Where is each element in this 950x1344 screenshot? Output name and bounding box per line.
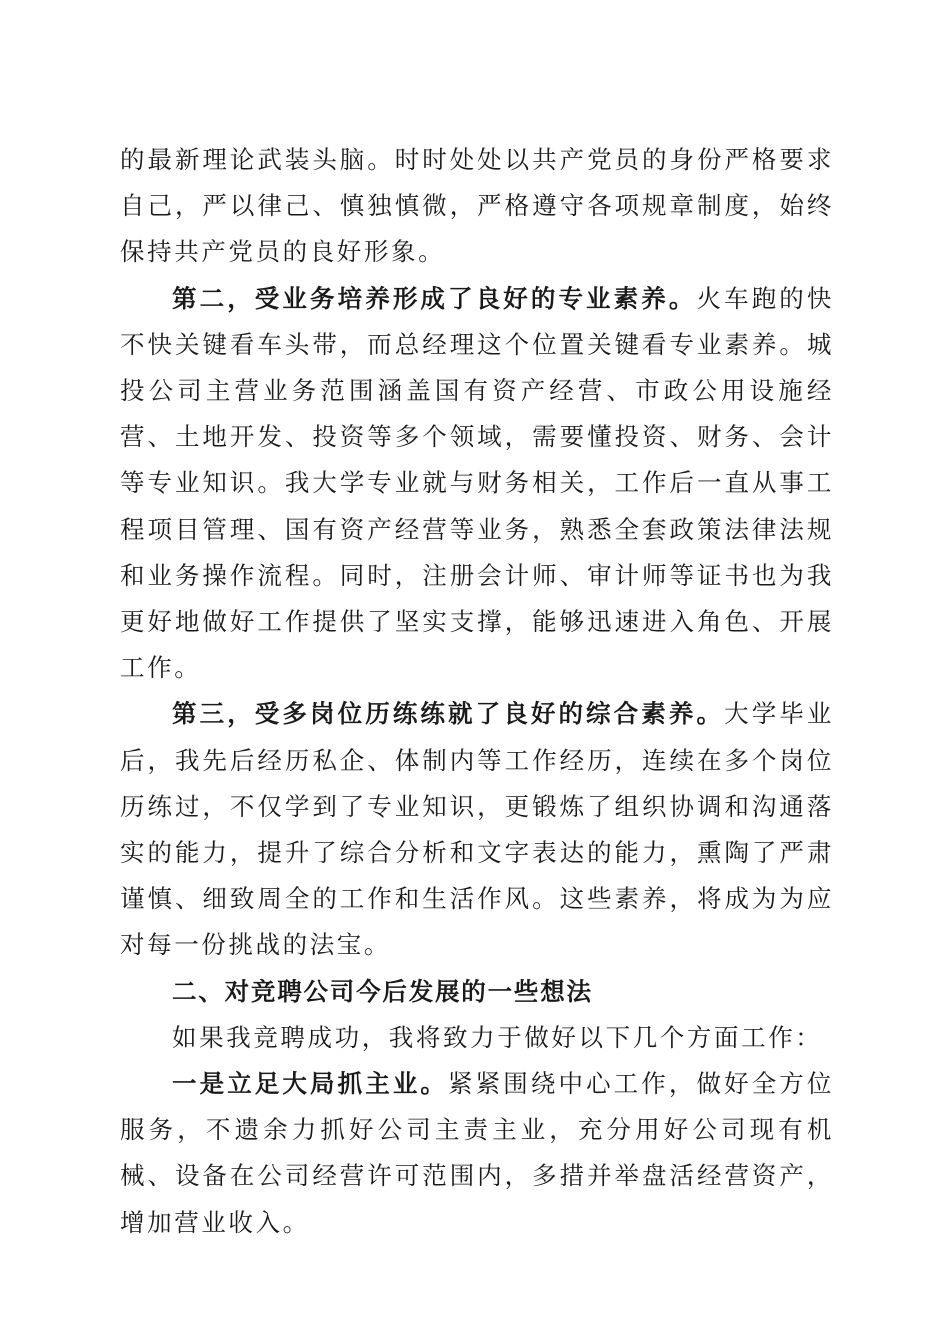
paragraph-text: 火车跑的快不快关键看车头带，而总经理这个位置关键看专业素养。城投公司主营业务范围涵盖国有资产经营、市政公用设施经营、土地开发、投资等多个领域，需要懂投资、财务、会计等专业知识。我大学专业就与财务相关，工作后一直从事工程项目管理、国有资产经营等业务，熟悉全套政策法律法规和业务操作流程。同时，注册会计师、审计师等证书也为我更好地做好工作提供了坚实支撑，能够迅速进入角色、开展工作。	[120, 283, 835, 683]
paragraph-item-1	[120, 1061, 834, 1246]
intro-paragraph: 如果我竞聘成功，我将致力于做好以下几个方面工作：	[172, 1022, 823, 1052]
paragraph-comprehensive	[120, 691, 834, 968]
document-page	[120, 137, 834, 1246]
paragraph-text: 紧紧围绕中心工作，做好全方位服务，不遗余力抓好公司主责主业，充分用好公司现有机械、设备在公司经营许可范围内，多措并举盘活经营资产，增加营业收入。	[120, 1069, 834, 1237]
paragraph-text: 大学毕业后，我先后经历私企、体制内等工作经历，连续在多个岗位历练过，不仅学到了专业知识，更锻炼了组织协调和沟通落实的能力，提升了综合分析和文字表达的能力，熏陶了严肃谨慎、细致周全的工作和生活作风。这些素养，将成为为应对每一份挑战的法宝。	[120, 699, 835, 960]
paragraph-professional	[120, 276, 834, 692]
paragraph-lead: 第二，受业务培养形成了良好的专业素养。	[172, 283, 697, 313]
paragraph-lead: 第三，受多岗位历练练就了良好的综合素养。	[172, 699, 725, 729]
paragraph-text: 的最新理论武装头脑。时时处处以共产党员的身份严格要求自己，严以律己、慎独慎微，严格遵守各项规章制度，始终保持共产党员的良好形象。	[120, 145, 834, 267]
section-heading: 二、对竞聘公司今后发展的一些想法	[172, 976, 593, 1006]
paragraph-continuation	[120, 137, 834, 276]
paragraph-lead: 一是立足大局抓主业。	[172, 1069, 449, 1099]
